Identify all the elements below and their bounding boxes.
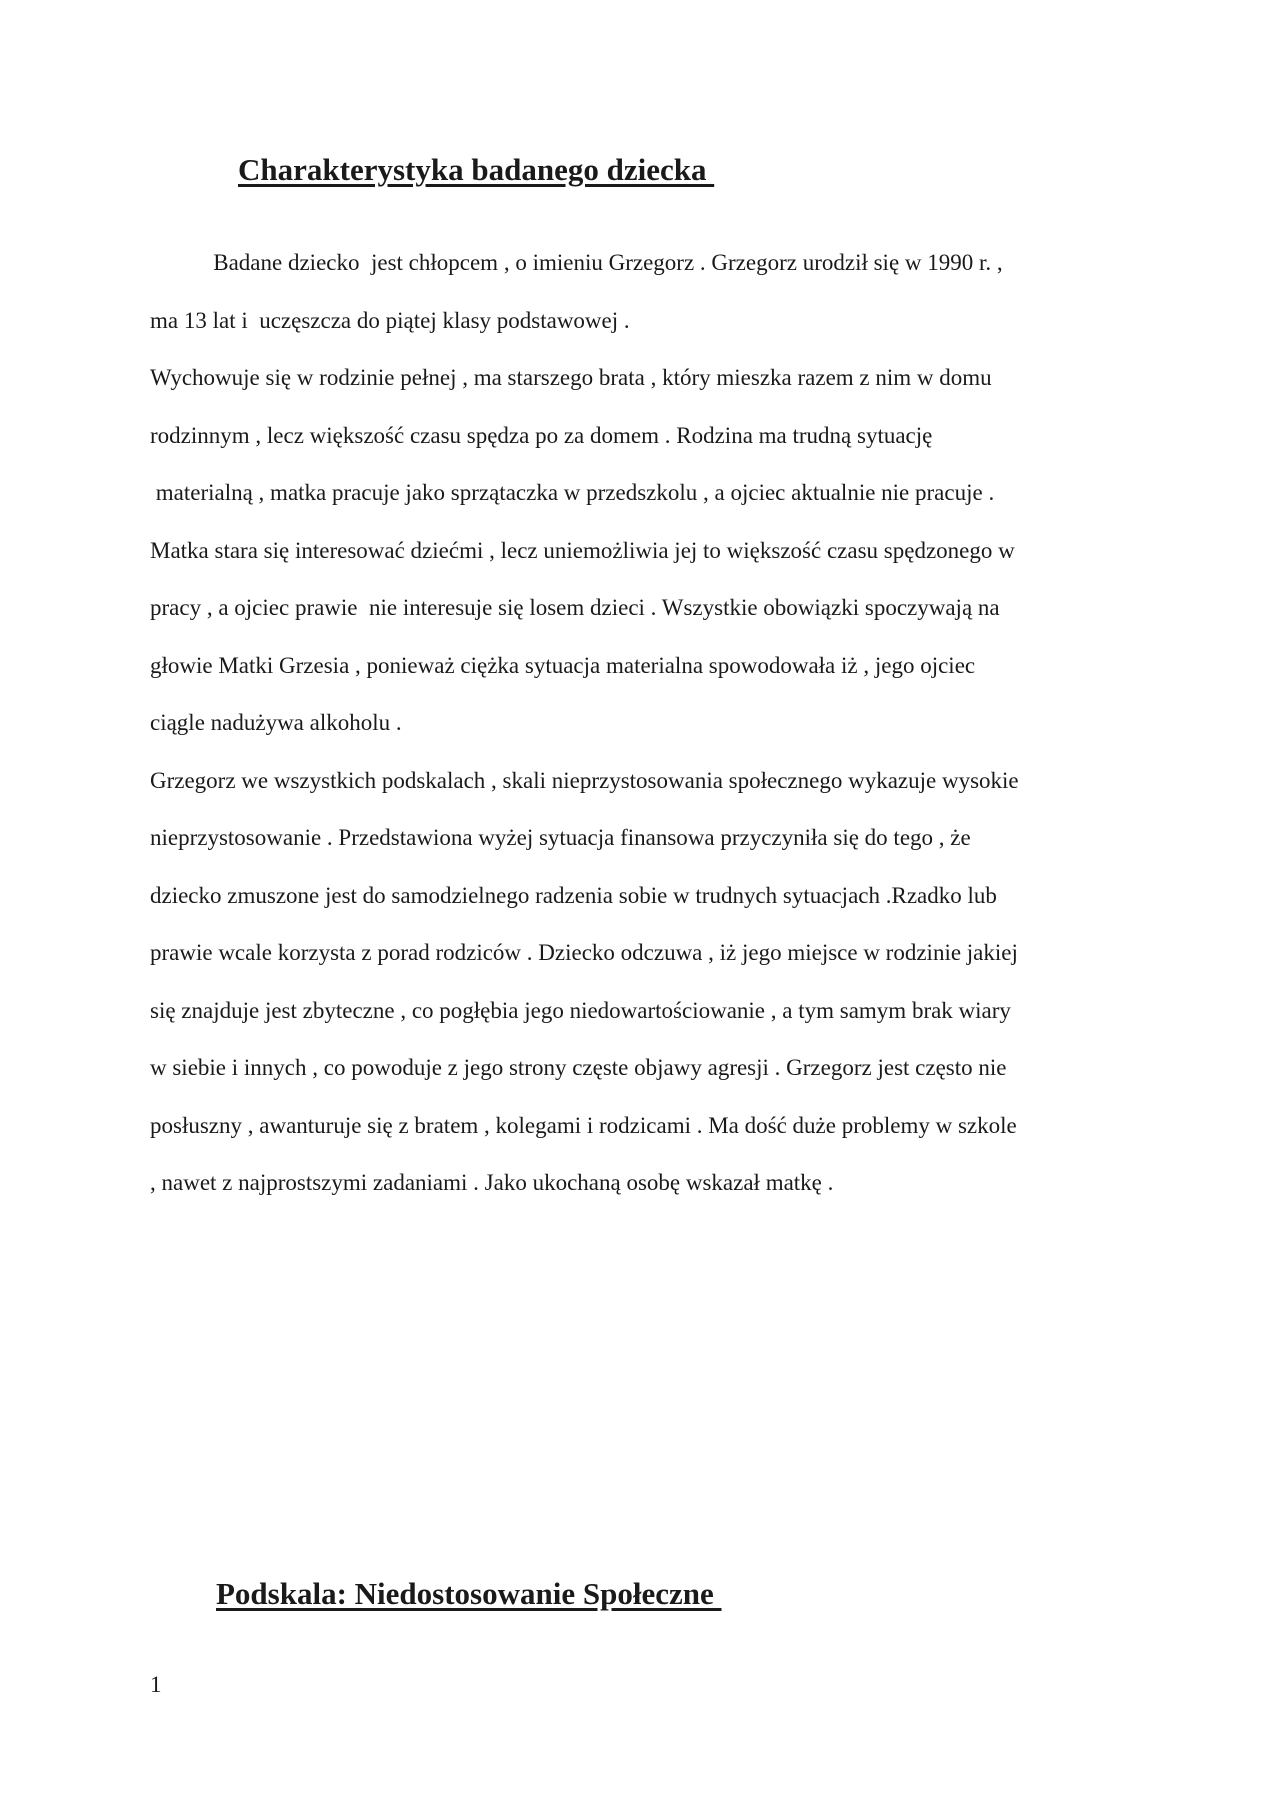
paragraph-line: dziecko zmuszone jest do samodzielnego radzenia sobie w trudnych sytuacjach .Rzadko lub bbox=[150, 882, 997, 908]
body-paragraph bbox=[150, 248, 1160, 1226]
document-title: Charakterystyka badanego dziecka bbox=[238, 152, 715, 187]
paragraph-line: Matka stara się interesować dziećmi , lecz uniemożliwia jej to większość czasu spędzonego w bbox=[150, 537, 1015, 563]
paragraph-line: materialną , matka pracuje jako sprzątaczka w przedszkolu , a ojciec aktualnie nie pracuje . bbox=[150, 480, 995, 505]
paragraph-line: ciągle nadużywa alkoholu . bbox=[150, 710, 402, 735]
paragraph-line: się znajduje jest zbyteczne , co pogłębia jego niedowartościowanie , a tym samym brak wiary bbox=[150, 997, 1011, 1023]
paragraph-line: rodzinnym , lecz większość czasu spędza po za domem . Rodzina ma trudną sytuację bbox=[150, 422, 933, 448]
paragraph-line: pracy , a ojciec prawie nie interesuje się losem dzieci . Wszystkie obowiązki spoczywają na bbox=[150, 595, 1000, 620]
paragraph-line: głowie Matki Grzesia , ponieważ ciężka sytuacja materialna spowodowała iż , jego ojciec bbox=[150, 652, 976, 678]
paragraph-line: posłuszny , awanturuje się z bratem , kolegami i rodzicami . Ma dość duże problemy w szkole bbox=[150, 1112, 1017, 1138]
paragraph-line: nieprzystosowanie . Przedstawiona wyżej sytuacja finansowa przyczyniła się do tego , że bbox=[150, 825, 971, 850]
page-number: 1 bbox=[150, 1672, 162, 1697]
paragraph-line: , nawet z najprostszymi zadaniami . Jako ukochaną osobę wskazał matkę . bbox=[150, 1170, 834, 1195]
section-heading: Podskala: Niedostosowanie Społeczne bbox=[216, 1576, 722, 1611]
paragraph-line: Grzegorz we wszystkich podskalach , skali nieprzystosowania społecznego wykazuje wysokie bbox=[150, 767, 1019, 793]
paragraph-line: ma 13 lat i uczęszcza do piątej klasy podstawowej . bbox=[150, 307, 630, 333]
paragraph-line: Badane dziecko jest chłopcem , o imieniu Grzegorz . Grzegorz urodził się w 1990 r. , bbox=[150, 250, 1003, 275]
paragraph-line: w siebie i innych , co powoduje z jego strony częste objawy agresji . Grzegorz jest często nie bbox=[150, 1055, 1007, 1080]
paragraph-line: prawie wcale korzysta z porad rodziców . Dziecko odczuwa , iż jego miejsce w rodzinie jakiej bbox=[150, 940, 1018, 965]
paragraph-line: Wychowuje się w rodzinie pełnej , ma starszego brata , który mieszka razem z nim w domu bbox=[150, 365, 992, 390]
